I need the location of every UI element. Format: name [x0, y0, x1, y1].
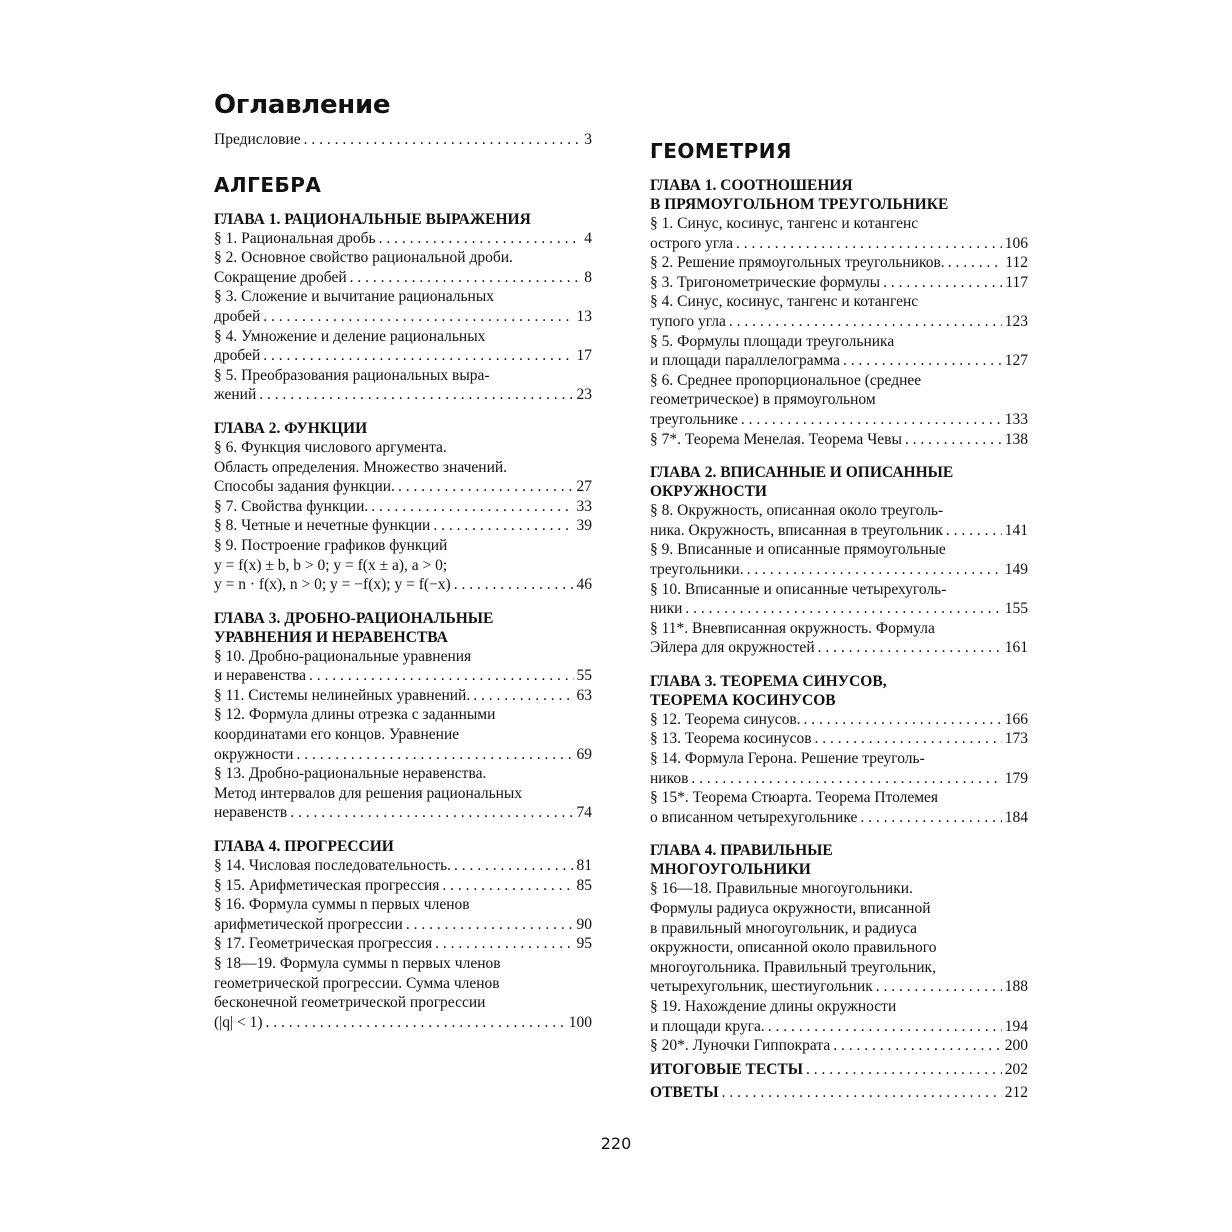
- toc-entry-text: треугольники.: [650, 560, 744, 578]
- toc-entry-text: § 14. Формула Герона. Решение треуголь-: [650, 750, 925, 768]
- chapter-heading-line: ГЛАВА 3. ТЕОРЕМА СИНУСОВ,: [650, 672, 887, 690]
- toc-entry-text: § 14. Числовая последовательность.: [214, 857, 452, 875]
- toc-entry-last-line: [214, 130, 592, 150]
- toc-entry-text: § 10. Вписанные и описанные четырехуголь-: [650, 580, 947, 598]
- toc-entry: [214, 248, 592, 287]
- dot-leader: [729, 312, 1002, 332]
- toc-entry-text: ника. Окружность, вписанная в треугольник: [650, 521, 943, 539]
- dot-leader: [304, 130, 582, 150]
- chapter-heading-line: ГЛАВА 1. РАЦИОНАЛЬНЫЕ ВЫРАЖЕНИЯ: [214, 210, 531, 228]
- toc-entry-text: § 15*. Теорема Стюарта. Теорема Птолемея: [650, 789, 939, 807]
- page-title: Оглавление: [214, 90, 391, 120]
- toc-entry-text: § 8. Окружность, описанная около треуголь-: [650, 502, 944, 520]
- toc-entry-text: четырехугольник, шестиугольник: [650, 978, 873, 996]
- toc-entry-text: бесконечной геометрической прогрессии: [214, 994, 486, 1012]
- toc-entry-text: § 1. Синус, косинус, тангенс и котангенс: [650, 215, 919, 232]
- dot-leader: [433, 516, 573, 536]
- page-number: 220: [600, 1134, 632, 1153]
- toc-entry: [214, 497, 592, 517]
- toc-entry-last-line: [214, 497, 592, 517]
- dot-leader: [263, 346, 573, 366]
- toc-page-number: 55: [576, 667, 592, 685]
- dot-leader: [741, 410, 1002, 430]
- toc-entry-last-line: [214, 385, 592, 405]
- toc-entry-text: § 12. Формула длины отрезка с заданными: [214, 706, 496, 724]
- toc-page-number: 200: [1004, 1037, 1028, 1055]
- toc-entry-text: § 6. Среднее пропорциональное (среднее: [650, 371, 922, 389]
- toc-entry-text: жений: [214, 386, 257, 404]
- toc-entry: [650, 273, 1028, 293]
- chapter-heading-line: ГЛАВА 2. ВПИСАННЫЕ И ОПИСАННЫЕ: [650, 464, 954, 482]
- toc-page-number: 63: [576, 686, 592, 704]
- toc-entry-text: острого угла: [650, 234, 734, 252]
- toc-entry: [650, 1060, 1028, 1080]
- toc-entry-text: треугольнике: [650, 410, 738, 428]
- toc-page-number: 3: [584, 131, 592, 148]
- toc-entry-text: § 8. Четные и нечетные функции: [214, 517, 431, 535]
- dot-leader: [259, 385, 573, 405]
- toc-entry-last-line: [214, 934, 592, 954]
- toc-entry: [650, 997, 1028, 1036]
- toc-entry: [650, 1036, 1028, 1056]
- chapter-heading-line: В ПРЯМОУГОЛЬНОМ ТРЕУГОЛЬНИКЕ: [650, 196, 949, 213]
- toc-entry-text: § 7. Свойства функции.: [214, 497, 369, 515]
- toc-entry-text: и площади круга.: [650, 1017, 765, 1035]
- dot-leader: [876, 977, 1002, 997]
- toc-entry-last-line: [650, 560, 1028, 580]
- chapter-heading-line: ТЕОРЕМА КОСИНУСОВ: [650, 691, 836, 709]
- toc-entry: [214, 366, 592, 405]
- toc-entry-text: координатами его концов. Уравнение: [214, 726, 460, 744]
- dot-leader: [290, 803, 573, 823]
- dot-leader: [435, 934, 573, 954]
- toc-entry-text: окружности: [214, 745, 294, 763]
- toc-entry-last-line: [650, 273, 1028, 293]
- dot-leader: [263, 307, 573, 327]
- toc-entry: [214, 647, 592, 686]
- toc-page-number: 127: [1004, 352, 1028, 370]
- dot-leader: [833, 1036, 1002, 1056]
- toc-page-number: 117: [1005, 273, 1028, 291]
- toc-entry-text: § 4. Синус, косинус, тангенс и котангенс: [650, 293, 919, 311]
- toc-entry-last-line: [214, 876, 592, 896]
- toc-entry-last-line: [650, 638, 1028, 658]
- toc-page-number: 27: [576, 478, 592, 496]
- toc-page-number: 194: [1004, 1017, 1028, 1035]
- chapter-heading-line: ГЛАВА 3. ДРОБНО-РАЦИОНАЛЬНЫЕ: [214, 609, 494, 627]
- toc-entry-last-line: [650, 729, 1028, 749]
- dot-leader: [747, 560, 1002, 580]
- toc-entry-last-line: [214, 516, 592, 536]
- toc-entry: [214, 327, 592, 366]
- toc-entry-text: геометрической прогрессии. Сумма членов: [214, 974, 500, 992]
- toc-entry-text: Метод интервалов для решения рациональных: [214, 784, 523, 802]
- toc-page-number: 85: [576, 876, 592, 894]
- toc-entry-text: Сокращение дробей: [214, 268, 347, 286]
- toc-entry-text: § 13. Дробно-рациональные неравенства.: [214, 765, 487, 783]
- toc-entry-text: Эйлера для окружностей: [650, 639, 815, 657]
- toc-entry-text: § 5. Преобразования рациональных выра-: [214, 366, 490, 384]
- dot-leader: [454, 575, 574, 595]
- toc-entry: [650, 214, 1028, 253]
- toc-entry-text: дробей: [214, 347, 261, 365]
- toc-column-geometry: [650, 128, 1028, 1103]
- part-heading: ГЕОМЕТРИЯ: [650, 139, 792, 163]
- toc-page-number: 13: [576, 307, 592, 325]
- toc-page-number: 212: [1004, 1084, 1028, 1102]
- toc-page-number: 74: [576, 804, 592, 822]
- toc-entry-text: § 17. Геометрическая прогрессия: [214, 935, 433, 953]
- dot-leader: [948, 253, 1003, 273]
- toc-entry-text: и площади параллелограмма: [650, 352, 840, 370]
- toc-entry: [214, 856, 592, 876]
- dot-leader: [946, 521, 1002, 541]
- toc-page-number: 138: [1004, 430, 1028, 448]
- dot-leader: [883, 273, 1002, 293]
- toc-entry-last-line: [214, 575, 592, 595]
- toc-entry-last-line: [214, 229, 592, 249]
- chapter-heading-line: ГЛАВА 4. ПРАВИЛЬНЫЕ: [650, 842, 833, 860]
- chapter-heading-line: ОКРУЖНОСТИ: [650, 483, 767, 501]
- toc-entry-last-line: [214, 803, 592, 823]
- toc-page-number: 133: [1004, 410, 1028, 428]
- chapter-heading: [650, 463, 1028, 501]
- toc-entry-text: § 16—18. Правильные многоугольники.: [650, 880, 913, 898]
- dot-leader: [442, 876, 573, 896]
- dot-leader: [266, 1013, 566, 1033]
- toc-entry-text: § 2. Решение прямоугольных треугольников.: [650, 254, 945, 272]
- toc-entry-text: § 7*. Теорема Менелая. Теорема Чевы: [650, 430, 902, 448]
- toc-entry-last-line: [650, 1060, 1028, 1080]
- dot-leader: [843, 351, 1002, 371]
- toc-entry-text: § 18—19. Формула суммы n первых членов: [214, 955, 501, 972]
- toc-entry-text: окружности, описанной около правильного: [650, 939, 937, 957]
- toc-entry-text: ИТОГОВЫЕ ТЕСТЫ: [650, 1060, 803, 1078]
- chapter-heading-line: ГЛАВА 1. СООТНОШЕНИЯ: [650, 177, 853, 194]
- toc-entry-text: Область определения. Множество значений.: [214, 458, 508, 476]
- toc-page-number: 155: [1004, 600, 1028, 618]
- toc-entry-text: § 13. Теорема косинусов: [650, 730, 812, 748]
- toc-entry: [214, 876, 592, 896]
- dot-leader: [860, 808, 1001, 828]
- toc-entry-text: дробей: [214, 307, 261, 325]
- toc-entry-text: ников: [650, 769, 689, 787]
- toc-entry-text: ОТВЕТЫ: [650, 1084, 719, 1102]
- toc-entry-last-line: [650, 253, 1028, 273]
- dot-leader: [905, 430, 1002, 450]
- dot-leader: [806, 1060, 1002, 1080]
- toc-entry: [214, 934, 592, 954]
- toc-entry-text: неравенств: [214, 804, 288, 822]
- dot-leader: [350, 268, 582, 288]
- toc-page-number: 4: [584, 229, 592, 247]
- toc-entry-text: § 9. Вписанные и описанные прямоугольные: [650, 541, 946, 559]
- dot-leader: [309, 666, 573, 686]
- toc-entry-last-line: [650, 430, 1028, 450]
- toc-entry-last-line: [214, 856, 592, 876]
- toc-page-number: 188: [1004, 978, 1028, 996]
- toc-entry: [650, 1083, 1028, 1103]
- chapter-heading: [650, 176, 1028, 214]
- toc-entry: [650, 879, 1028, 997]
- toc-page-number: 90: [576, 915, 592, 933]
- toc-entry-last-line: [650, 599, 1028, 619]
- toc-page-number: 123: [1004, 312, 1028, 330]
- toc-entry: [214, 438, 592, 497]
- dot-leader: [454, 856, 573, 876]
- toc-entry-text: в правильный многоугольник, и радиуса: [650, 919, 918, 937]
- toc-entry-last-line: [214, 1013, 592, 1033]
- toc-entry: [650, 788, 1028, 827]
- toc-entry: [650, 371, 1028, 430]
- toc-page-number: 179: [1004, 769, 1028, 787]
- dot-leader: [691, 769, 1001, 789]
- toc-page-number: 112: [1005, 254, 1028, 272]
- toc-page-number: 184: [1004, 808, 1028, 826]
- dot-leader: [685, 599, 1001, 619]
- toc-entry-last-line: [214, 307, 592, 327]
- toc-entry-last-line: [650, 1017, 1028, 1037]
- chapter-heading: [650, 841, 1028, 879]
- toc-page-number: 161: [1004, 639, 1028, 657]
- toc-entry-text: § 1. Рациональная дробь: [214, 229, 376, 247]
- toc-entry-text: § 3. Сложение и вычитание рациональных: [214, 288, 495, 306]
- toc-entry: [214, 705, 592, 764]
- toc-entry: [650, 710, 1028, 730]
- chapter-heading: [214, 837, 592, 856]
- toc-entry-text: § 19. Нахождение длины окружности: [650, 998, 897, 1015]
- toc-entry: [650, 253, 1028, 273]
- toc-page-number: 166: [1004, 710, 1028, 728]
- toc-entry: [650, 580, 1028, 619]
- toc-entry-text: ники: [650, 600, 683, 618]
- toc-entry: [214, 764, 592, 823]
- toc-entry-last-line: [650, 312, 1028, 332]
- chapter-heading: [214, 419, 592, 438]
- toc-page-number: 100: [568, 1013, 592, 1031]
- toc-entry-last-line: [650, 521, 1028, 541]
- toc-entry-text: § 10. Дробно-рациональные уравнения: [214, 647, 472, 665]
- toc-entry-last-line: [650, 769, 1028, 789]
- toc-entry-text: § 11. Системы нелинейных уравнений.: [214, 686, 471, 704]
- toc-entry-text: § 2. Основное свойство рациональной дроби.: [214, 249, 513, 267]
- toc-page-number: 81: [576, 857, 592, 875]
- toc-entry: [214, 287, 592, 326]
- dot-leader: [768, 1017, 1002, 1037]
- toc-entry-last-line: [650, 410, 1028, 430]
- dot-leader: [398, 477, 574, 497]
- toc-entry-text: (|q| < 1): [214, 1013, 263, 1031]
- chapter-heading-line: УРАВНЕНИЯ И НЕРАВЕНСТВА: [214, 628, 448, 646]
- toc-entry-last-line: [214, 686, 592, 706]
- toc-entry-text: § 6. Функция числового аргумента.: [214, 438, 447, 456]
- toc-page-number: 8: [584, 268, 592, 286]
- toc-entry-text: § 11*. Вневписанная окружность. Формула: [650, 619, 935, 637]
- part-heading: АЛГЕБРА: [214, 172, 322, 197]
- dot-leader: [815, 729, 1002, 749]
- toc-entry: [214, 130, 592, 150]
- toc-entry: [214, 229, 592, 249]
- toc-entry-text: многоугольника. Правильный треугольник,: [650, 958, 936, 976]
- chapter-heading-line: МНОГОУГОЛЬНИКИ: [650, 861, 811, 879]
- toc-entry-last-line: [650, 710, 1028, 730]
- toc-entry-last-line: [650, 351, 1028, 371]
- toc-entry: [650, 540, 1028, 579]
- toc-entry: [214, 536, 592, 595]
- dot-leader: [406, 915, 574, 935]
- toc-entry-last-line: [650, 977, 1028, 997]
- toc-entry: [650, 332, 1028, 371]
- chapter-heading: [214, 210, 592, 229]
- toc-page-number: 39: [576, 517, 592, 535]
- toc-entry-last-line: [650, 808, 1028, 828]
- toc-page-number: 33: [576, 497, 592, 515]
- toc-page-number: 95: [576, 935, 592, 953]
- toc-entry: [650, 430, 1028, 450]
- toc-entry-text: § 3. Тригонометрические формулы: [650, 273, 881, 291]
- toc-entry: [650, 501, 1028, 540]
- toc-page-number: 17: [576, 347, 592, 365]
- toc-page-number: 149: [1004, 560, 1028, 578]
- toc-entry-text: Формулы радиуса окружности, вписанной: [650, 900, 931, 918]
- dot-leader: [296, 745, 573, 765]
- toc-page-number: 69: [576, 745, 592, 763]
- toc-entry-text: о вписанном четырехугольнике: [650, 808, 858, 826]
- toc-entry-text: § 4. Умножение и деление рациональных: [214, 327, 486, 345]
- toc-entry-text: и неравенства: [214, 667, 307, 685]
- toc-entry-text: геометрическое) в прямоугольном: [650, 391, 876, 409]
- toc-entry-text: § 20*. Луночки Гиппократа: [650, 1037, 831, 1055]
- toc-page-number: 46: [576, 576, 592, 594]
- chapter-heading-line: ГЛАВА 2. ФУНКЦИИ: [214, 419, 368, 437]
- toc-entry-last-line: [214, 268, 592, 288]
- dot-leader: [736, 234, 1002, 254]
- chapter-heading: [650, 672, 1028, 710]
- toc-entry-last-line: [650, 1083, 1028, 1103]
- toc-entry-text: § 5. Формулы площади треугольника: [650, 332, 895, 350]
- chapter-heading: [214, 609, 592, 647]
- toc-page-number: 141: [1004, 521, 1028, 539]
- toc-page-number: 202: [1004, 1060, 1028, 1078]
- toc-entry-text: Предисловие: [214, 131, 301, 148]
- toc-entry: [214, 516, 592, 536]
- toc-entry: [214, 686, 592, 706]
- dot-leader: [379, 229, 582, 249]
- toc-entry: [650, 729, 1028, 749]
- toc-entry: [214, 895, 592, 934]
- toc-entry-last-line: [650, 234, 1028, 254]
- chapter-heading-line: ГЛАВА 4. ПРОГРЕССИИ: [214, 838, 394, 856]
- toc-page-number: 173: [1004, 730, 1028, 748]
- toc-column-algebra: [214, 128, 592, 1032]
- toc-entry-last-line: [650, 1036, 1028, 1056]
- dot-leader: [804, 710, 1002, 730]
- toc-entry-text: Способы задания функции.: [214, 478, 395, 496]
- dot-leader: [473, 686, 573, 706]
- toc-entry: [650, 619, 1028, 658]
- toc-entry-text: § 15. Арифметическая прогрессия: [214, 876, 440, 894]
- dot-leader: [722, 1083, 1002, 1103]
- toc-entry-last-line: [214, 915, 592, 935]
- toc-entry: [650, 292, 1028, 331]
- toc-entry-text: y = f(x) ± b, b > 0; y = f(x ± a), a > 0;: [214, 556, 448, 574]
- toc-entry-text: § 9. Построение графиков функций: [214, 536, 448, 554]
- toc-entry-text: § 12. Теорема синусов.: [650, 710, 801, 728]
- toc-entry-last-line: [214, 745, 592, 765]
- toc-entry-text: тупого угла: [650, 312, 726, 330]
- toc-entry: [214, 954, 592, 1032]
- toc-entry-text: § 16. Формула суммы n первых членов: [214, 896, 470, 914]
- toc-entry: [650, 749, 1028, 788]
- dot-leader: [371, 497, 573, 517]
- dot-leader: [818, 638, 1002, 658]
- toc-entry-text: арифметической прогрессии: [214, 915, 403, 933]
- toc-page-number: 106: [1004, 234, 1028, 252]
- toc-page-number: 23: [576, 386, 592, 404]
- toc-entry-last-line: [214, 346, 592, 366]
- toc-entry-last-line: [214, 666, 592, 686]
- toc-entry-last-line: [214, 477, 592, 497]
- toc-entry-text: y = n · f(x), n > 0; y = −f(x); y = f(−x): [214, 576, 451, 594]
